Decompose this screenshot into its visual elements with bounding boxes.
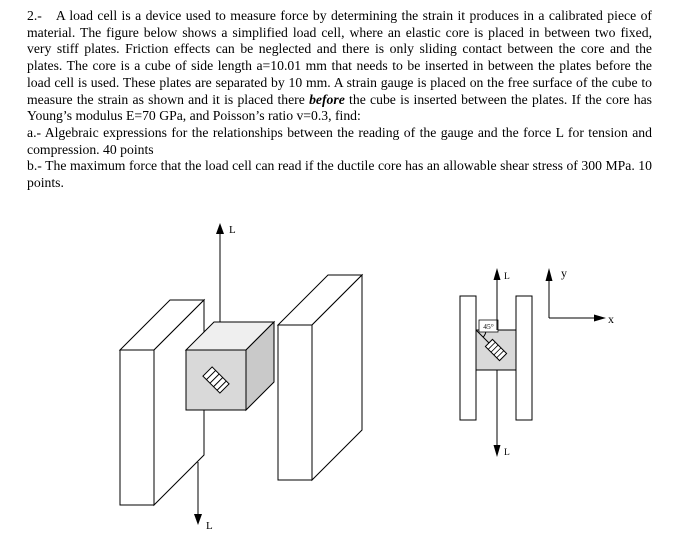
problem-statement	[27, 8, 652, 125]
problem-text-block	[27, 8, 652, 192]
y-axis-arrowhead-icon	[546, 268, 553, 281]
figure-2d-load-cell	[450, 255, 635, 465]
load-label-top: L	[229, 224, 236, 236]
problem-intro-text-cont: the cube is inserted between the plates. If the core has Young’s modulus E=70 GPa, and Poisson’s ratio v=0.3, find:	[27, 91, 652, 124]
left-plate-2d	[460, 296, 476, 420]
x-axis-label: x	[608, 312, 614, 326]
force-arrow-down-2d-icon	[494, 370, 501, 457]
coordinate-axes	[546, 266, 615, 326]
right-plate-front-face	[278, 325, 312, 480]
item-a-text: a.- Algebraic expressions for the relationships between the reading of the gauge and the force L for tension and compression. 40 points	[27, 124, 652, 157]
right-plate	[278, 275, 362, 480]
emphasized-word: before	[309, 91, 345, 107]
load-label-bottom-2d: L	[504, 448, 510, 458]
y-axis-label: y	[561, 266, 567, 280]
problem-intro-text: A load cell is a device used to measure force by determining the strain it produces in a calibrated piece of material. The figure below shows a simplified load cell, where an elastic core is placed in between two fixed, very stiff plates. Friction effects can be neglected and there is only sliding contact between the core and the plates. The core is a cube of side length a=10.01 mm that needs to be inserted in between the plates before the load cell is used. These plates are separated by 10 mm. A strain gauge is placed on the free surface of the cube to measure the strain as shown and it is placed there	[27, 8, 652, 107]
load-label-bottom: L	[206, 520, 213, 532]
left-plate-front-face	[120, 350, 154, 505]
load-label-top-2d: L	[504, 272, 510, 282]
item-b-text: b.- The maximum force that the load cell can read if the ductile core has an allowable shear stress of 300 MPa. 10 points.	[27, 158, 652, 191]
right-plate-2d	[516, 296, 532, 420]
force-arrow-down-icon	[194, 462, 202, 525]
problem-number: 2.-	[27, 8, 42, 23]
force-arrow-up-icon	[216, 223, 224, 322]
x-axis-arrowhead-icon	[594, 315, 606, 322]
angle-label: 45°	[483, 322, 494, 331]
figure-3d-load-cell	[108, 210, 368, 540]
